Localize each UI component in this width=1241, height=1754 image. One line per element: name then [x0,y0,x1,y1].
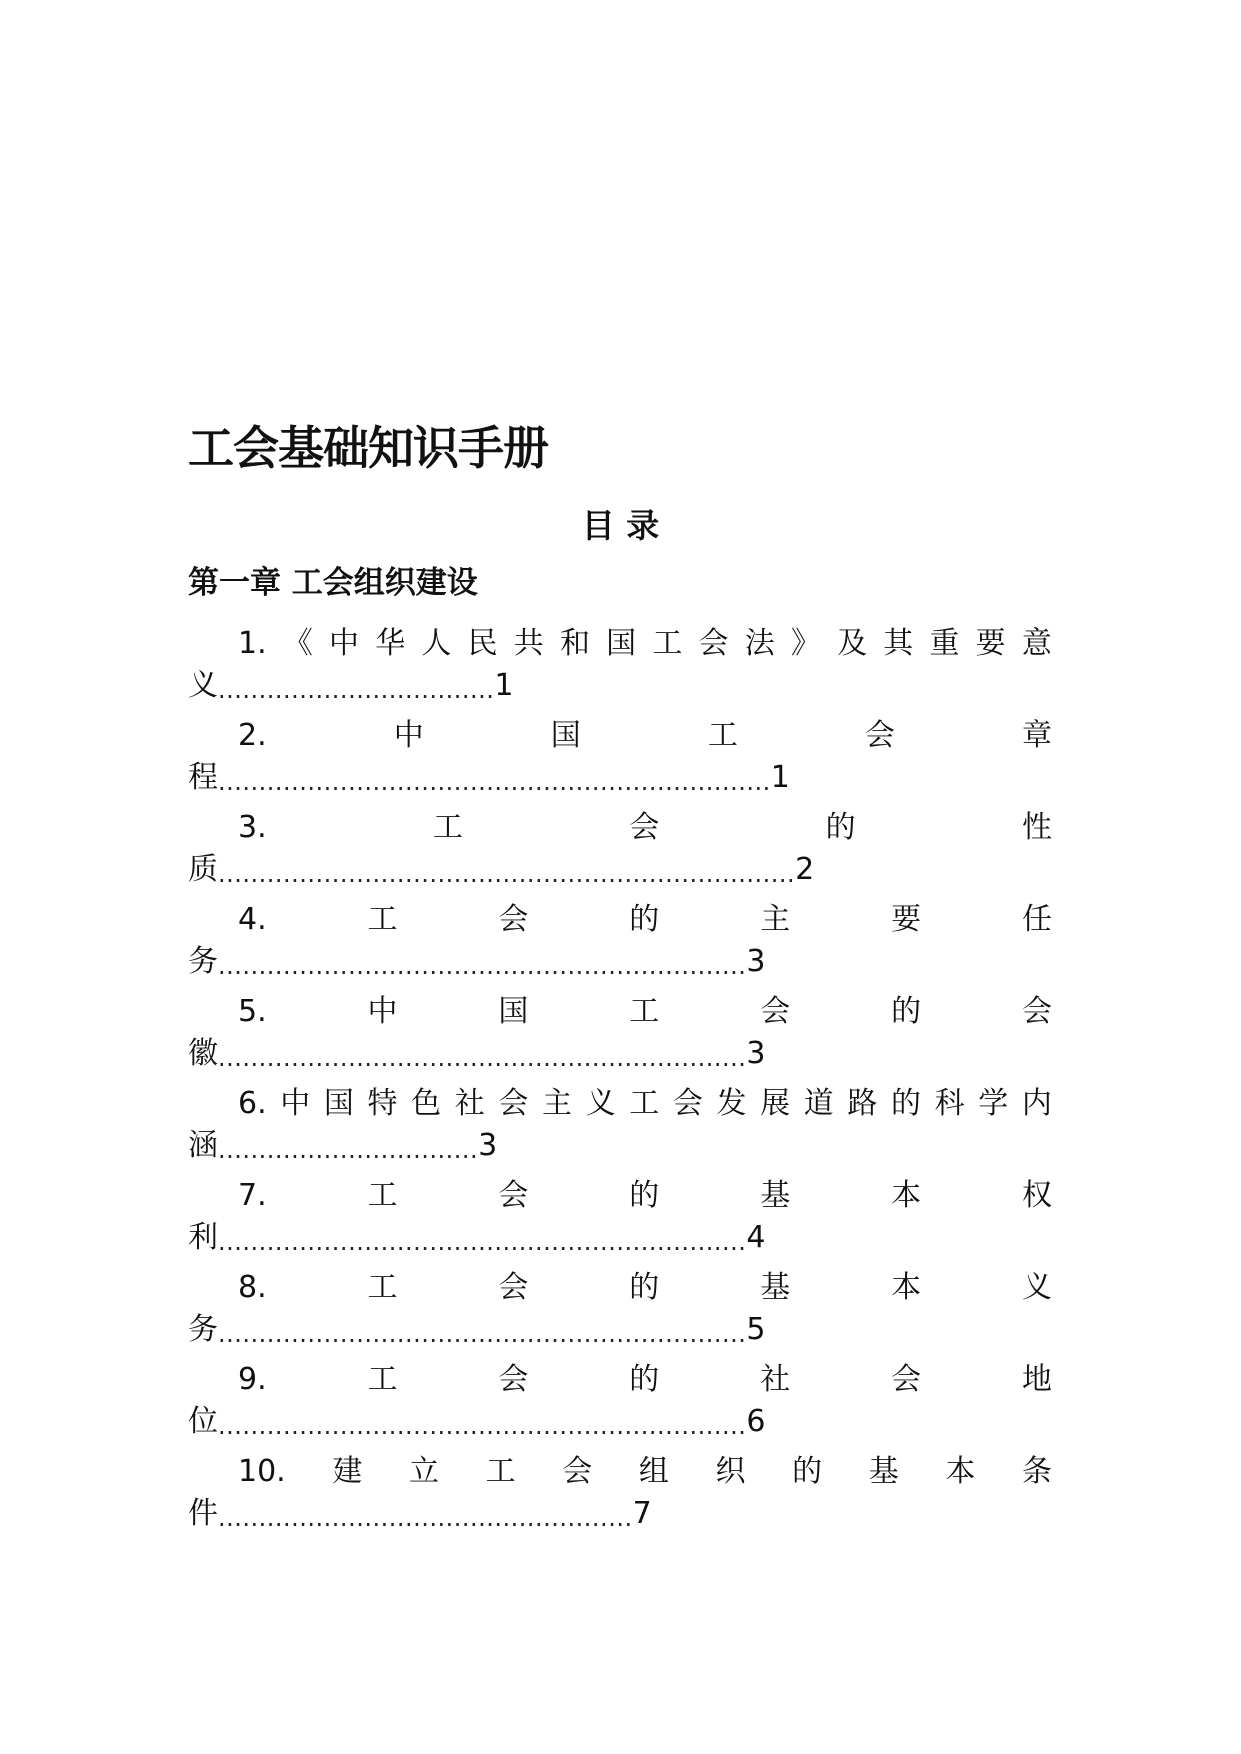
toc-entry-char: 工 [367,1270,398,1305]
toc-entry-number: 8. [238,1270,267,1305]
toc-entry[interactable] [188,990,1052,1082]
toc-entry-char: 发 [716,1086,747,1121]
toc-leader-dots: ................................................................. [218,1412,747,1440]
toc-entry-line [238,1174,1052,1218]
toc-entry-char: 人 [421,626,452,661]
toc-entry-number: 10. [238,1454,286,1489]
toc-entry-last-char: 程 [188,760,218,795]
toc-entry-char: 及 [837,626,868,661]
toc-page-number: 2 [795,852,815,887]
toc-entry-char: 义 [1021,1270,1052,1305]
toc-entry-char: 本 [891,1270,922,1305]
toc-entry-continuation [188,664,513,708]
toc-entry-char: 权 [1021,1178,1052,1213]
toc-entry-char: 会 [498,902,529,937]
toc-page-number: 3 [746,944,766,979]
toc-entry-number: 5. [238,994,267,1029]
toc-entry-char: 织 [715,1454,746,1489]
toc-entry-number: 7. [238,1178,267,1213]
toc-entry-last-char: 质 [188,852,218,887]
toc-entry-line [238,714,1052,758]
toc-entry-char: 条 [1021,1454,1052,1489]
toc-entry-char: 工 [367,1178,398,1213]
toc-entry-char: 组 [638,1454,669,1489]
toc-entry[interactable] [188,898,1052,990]
toc-entry-char: 工 [432,810,463,845]
toc-leader-dots: .................................. [218,676,495,704]
toc-entry-char: 会 [498,1178,529,1213]
toc-entry-char: 会 [562,1454,593,1489]
toc-entry-char: 会 [498,1086,529,1121]
toc-entry-char: 内 [1021,1086,1052,1121]
toc-entry-line [238,1450,1052,1494]
toc-entry-continuation [188,1124,497,1168]
toc-page-number: 1 [494,668,514,703]
toc-entry-char: 会 [864,718,895,753]
toc-heading: 目 录 [581,506,660,545]
toc-entry-continuation [188,940,765,984]
toc-entry-char: 会 [698,626,729,661]
toc-entry[interactable] [188,806,1052,898]
toc-entry-char: 科 [934,1086,965,1121]
toc-entry-char: 的 [891,994,922,1029]
toc-entry-char: 学 [978,1086,1009,1121]
toc-leader-dots: ................................................................. [218,1320,747,1348]
toc-entry-char: 社 [454,1086,485,1121]
toc-entry-char: 和 [559,626,590,661]
toc-entry-char: 主 [542,1086,572,1121]
toc-entry-char: 路 [847,1086,878,1121]
chapter-title: 第一章 工会组织建设 [188,565,478,601]
toc-entry-continuation [188,1032,765,1076]
toc-page-number: 3 [746,1036,766,1071]
toc-entry-char: 国 [550,718,581,753]
toc-entry-char: 要 [891,902,922,937]
toc-entry-char: 工 [367,1362,398,1397]
toc-entry-char: 法 [744,626,775,661]
toc-entry-char: 工 [629,1086,660,1121]
toc-entry-char: 会 [498,1362,529,1397]
toc-entry-char: 本 [945,1454,976,1489]
toc-leader-dots: ................................................................. [218,952,747,980]
toc-entry-char: 的 [891,1086,921,1121]
toc-page-number: 1 [770,760,790,795]
toc-entry-last-char: 涵 [188,1128,218,1163]
toc-entry-char: 工 [629,994,660,1029]
toc-entry-char: 会 [672,1086,703,1121]
toc-entry-last-char: 件 [188,1496,218,1531]
toc-entry-number: 9. [238,1362,267,1397]
document-title: 工会基础知识手册 [188,421,548,475]
toc-entry[interactable] [188,1082,1052,1174]
toc-entry-line [238,1266,1052,1310]
toc-entry-char: 基 [868,1454,899,1489]
toc-entry-last-char: 徽 [188,1036,218,1071]
toc-entry-char: 意 [1021,626,1052,661]
toc-entry-char: 民 [467,626,498,661]
toc-entry-char: 会 [760,994,791,1029]
toc-entry-number: 3. [238,810,267,845]
toc-entry-char: 华 [375,626,406,661]
toc-entry-last-char: 义 [188,668,218,703]
toc-entry-char: 国 [323,1086,354,1121]
toc-entry[interactable] [188,1266,1052,1358]
toc-entry-line [238,990,1052,1034]
toc-entry[interactable] [188,1450,1052,1542]
toc-entry-number: 2. [238,718,267,753]
toc-entry-char: 中 [329,626,359,661]
toc-entry-char: 《 [282,626,313,661]
toc-entry-number: 1. [238,626,267,661]
toc-entry-char: 的 [629,1362,660,1397]
toc-entry-char: 的 [629,902,660,937]
toc-entry-last-char: 位 [188,1404,218,1439]
toc-entry-char: 会 [498,1270,529,1305]
toc-entry-char: 会 [629,810,660,845]
toc-entry-char: 会 [891,1362,922,1397]
toc-entry-char: 展 [760,1086,791,1121]
toc-leader-dots: ................................................... [218,1504,633,1532]
toc-entry-line [238,1082,1052,1126]
toc-entry-char: 主 [760,902,791,937]
toc-leader-dots: ....................................................................... [218,860,796,888]
toc-entry-char: 其 [883,626,914,661]
toc-entry-char: 立 [408,1454,439,1489]
toc-entry-char: 章 [1021,718,1052,753]
toc-page-number: 6 [746,1404,766,1439]
toc-entry[interactable] [188,1174,1052,1266]
toc-entry-char: 色 [411,1086,442,1121]
toc-page-number: 4 [746,1220,766,1255]
toc-entry-continuation [188,1492,652,1536]
toc-entry-line [238,898,1052,942]
toc-entry-char: 重 [929,626,960,661]
toc-entry-last-char: 务 [188,1312,218,1347]
toc-entry-char: 地 [1021,1362,1052,1397]
toc-entry-char: 中 [367,994,398,1029]
toc-entry-number: 4. [238,902,267,937]
toc-entry[interactable] [188,1358,1052,1450]
toc-entry[interactable] [188,714,1052,806]
toc-page-number: 3 [478,1128,498,1163]
toc-leader-dots: ................................ [218,1136,479,1164]
toc-entry-char: 基 [760,1178,791,1213]
toc-entry-char: 任 [1021,902,1052,937]
toc-entry-char: 会 [1021,994,1052,1029]
toc-entry-char: 》 [790,626,821,661]
toc-entry-char: 义 [585,1086,616,1121]
toc-entry-char: 工 [485,1454,516,1489]
toc-entry-continuation [188,848,814,892]
toc-entry-char: 基 [760,1270,791,1305]
toc-entry-char: 建 [332,1454,363,1489]
toc-entry[interactable] [188,622,1052,714]
toc-leader-dots: .................................................................... [218,768,771,796]
toc-entry-char: 本 [891,1178,922,1213]
toc-entry-char: 性 [1022,810,1052,845]
toc-entry-last-char: 务 [188,944,218,979]
toc-page-number: 7 [632,1496,652,1531]
toc-entry-char: 国 [498,994,529,1029]
toc-entry-char: 的 [792,1454,823,1489]
toc-entry-char: 要 [975,626,1006,661]
toc-entry-char: 特 [367,1086,398,1121]
toc-entry-char: 工 [707,718,738,753]
toc-entry-continuation [188,1400,765,1444]
toc-entry-char: 国 [606,626,637,661]
toc-entry-char: 道 [803,1086,834,1121]
toc-entry-line [238,622,1052,666]
toc-entry-last-char: 利 [188,1220,218,1255]
toc-entry-continuation [188,1308,765,1352]
toc-entry-char: 的 [825,810,856,845]
toc-entry-continuation [188,1216,765,1260]
toc-entry-char: 的 [629,1178,660,1213]
toc-entry-char: 中 [393,718,424,753]
toc-entry-char: 共 [513,626,544,661]
toc-entry-number: 6. [238,1086,267,1121]
toc-leader-dots: ................................................................. [218,1228,747,1256]
toc-entry-char: 工 [367,902,398,937]
toc-entry-line [238,806,1052,850]
toc-entry-continuation [188,756,790,800]
toc-entry-char: 的 [629,1270,660,1305]
toc-entry-char: 社 [760,1362,791,1397]
toc-entry-line [238,1358,1052,1402]
toc-page-number: 5 [746,1312,766,1347]
toc-entry-char: 中 [280,1086,311,1121]
toc-entry-char: 工 [652,626,683,661]
toc-leader-dots: ................................................................. [218,1044,747,1072]
